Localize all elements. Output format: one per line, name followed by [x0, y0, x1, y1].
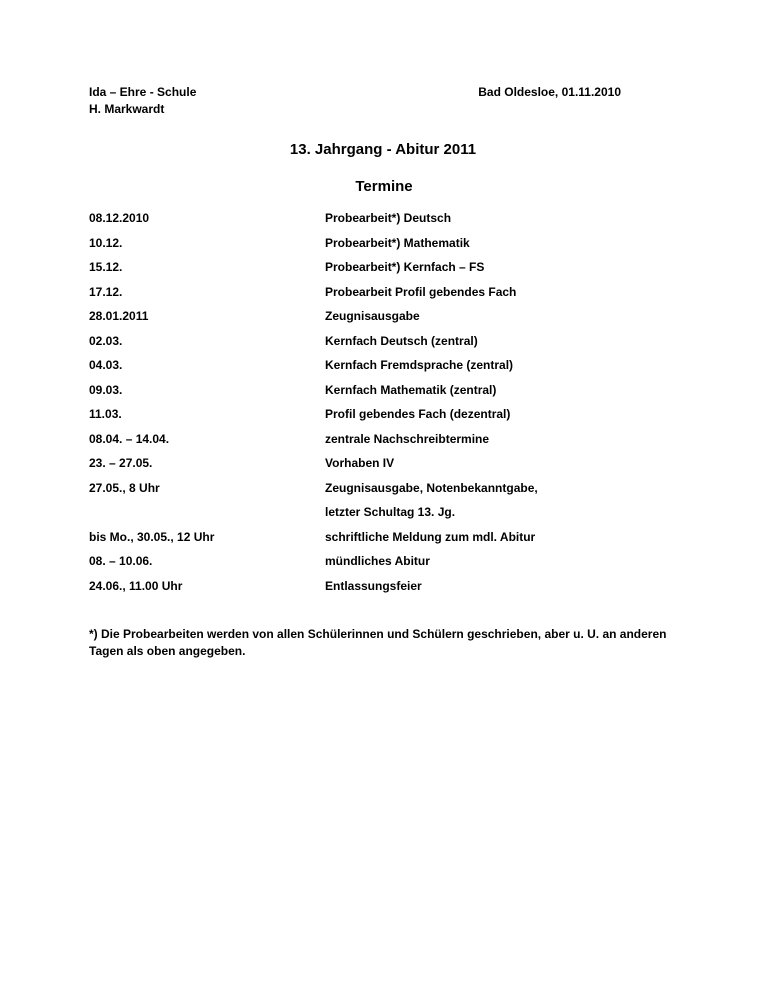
schedule-event: Kernfach Fremdsprache (zentral)	[325, 358, 514, 372]
schedule-date: 23. – 27.05.	[89, 456, 153, 470]
schedule-event: schriftliche Meldung zum mdl. Abitur	[325, 529, 536, 544]
schedule-event: Zeugnisausgabe	[325, 309, 420, 323]
schedule-row	[89, 333, 649, 358]
schedule-row	[89, 259, 649, 284]
schedule-row	[89, 235, 649, 260]
document-subtitle-text: Termine	[355, 178, 413, 195]
schedule-row	[89, 455, 649, 480]
schedule-event: Probearbeit*) Mathematik	[325, 235, 470, 250]
schedule-date: bis Mo., 30.05., 12 Uhr	[89, 529, 215, 544]
footnote: *) Die Probearbeiten werden von allen Schülerinnen und Schülern geschrieben, aber u. U. an anderen Tagen als oben angegeben.	[89, 627, 667, 658]
schedule-event: letzter Schultag 13. Jg.	[325, 505, 456, 519]
document-subtitle	[0, 178, 768, 195]
schedule-row	[89, 504, 649, 529]
schedule-date: 15.12.	[89, 260, 123, 274]
header-place-date: Bad Oldesloe, 01.11.2010	[478, 85, 621, 99]
schedule-row	[89, 553, 649, 578]
schedule-row	[89, 308, 649, 333]
schedule-date: 04.03.	[89, 358, 123, 372]
schedule-row	[89, 431, 649, 456]
schedule-date: 09.03.	[89, 382, 123, 397]
schedule-date: 08.12.2010	[89, 211, 150, 225]
schedule-row	[89, 480, 649, 505]
schedule-row	[89, 357, 649, 382]
schedule-event: zentrale Nachschreibtermine	[325, 431, 490, 446]
document-title-text: 13. Jahrgang - Abitur 2011	[289, 141, 477, 158]
schedule-event: Vorhaben IV	[325, 456, 395, 470]
schedule-row	[89, 284, 649, 309]
schedule-event: Entlassungsfeier	[325, 578, 422, 593]
schedule-event: Zeugnisausgabe, Notenbekanntgabe,	[325, 480, 538, 495]
schedule-date: 02.03.	[89, 333, 123, 348]
schedule-event: Kernfach Mathematik (zentral)	[325, 382, 497, 397]
schedule-date: 24.06., 11.00 Uhr	[89, 578, 183, 593]
schedule-event: Probearbeit*) Kernfach – FS	[325, 260, 485, 274]
header-sender	[89, 84, 196, 118]
document-title	[0, 141, 768, 158]
schedule-table	[89, 210, 649, 602]
schedule-date: 08. – 10.06.	[89, 554, 153, 568]
schedule-date: 08.04. – 14.04.	[89, 431, 170, 446]
schedule-date: 17.12.	[89, 284, 123, 299]
schedule-event: Probearbeit Profil gebendes Fach	[325, 284, 517, 299]
schedule-event: mündliches Abitur	[325, 554, 430, 568]
schedule-date: 10.12.	[89, 235, 123, 250]
schedule-row	[89, 578, 649, 603]
schedule-row	[89, 529, 649, 554]
author-name: H. Markwardt	[89, 102, 165, 116]
schedule-event: Profil gebendes Fach (dezentral)	[325, 407, 511, 421]
schedule-date: 28.01.2011	[89, 309, 149, 323]
schedule-row	[89, 382, 649, 407]
schedule-row	[89, 406, 649, 431]
schedule-event: Probearbeit*) Deutsch	[325, 211, 452, 225]
school-name: Ida – Ehre - Schule	[89, 85, 197, 99]
schedule-event: Kernfach Deutsch (zentral)	[325, 333, 478, 348]
schedule-date: 27.05., 8 Uhr	[89, 480, 160, 495]
schedule-date: 11.03.	[89, 407, 122, 421]
schedule-row	[89, 210, 649, 235]
